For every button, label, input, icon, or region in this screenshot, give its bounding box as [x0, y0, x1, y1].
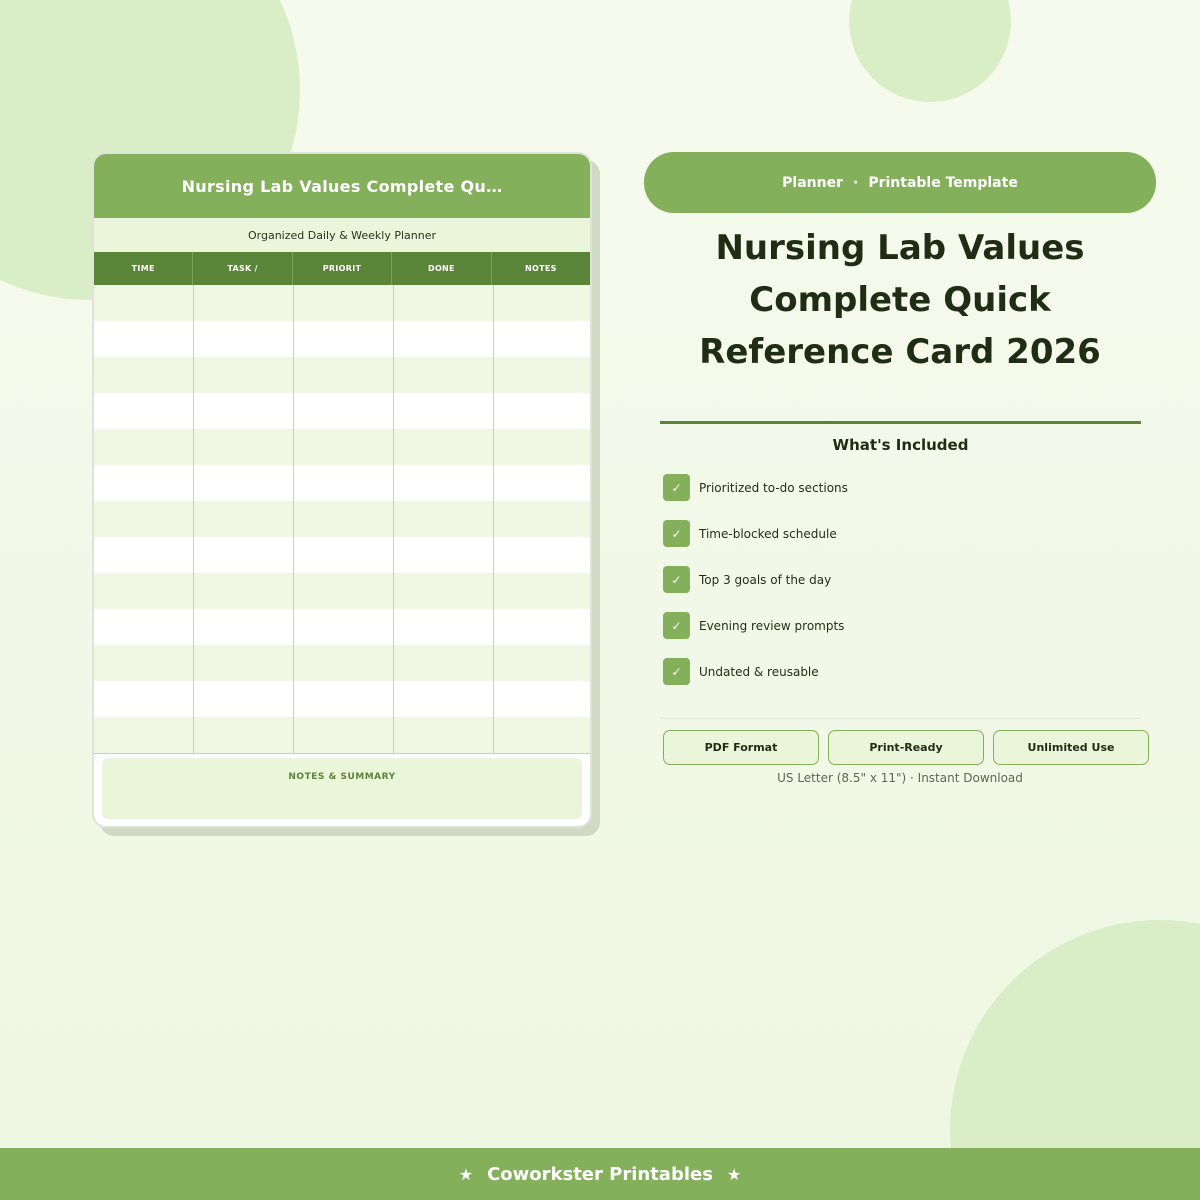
column-divider	[493, 285, 494, 753]
brand-footer	[0, 1148, 1200, 1200]
badge-print-ready: Print-Ready	[828, 730, 984, 765]
category-separator: ·	[853, 174, 859, 191]
feature-label: Undated & reusable	[699, 664, 819, 679]
star-icon: ★	[458, 1164, 474, 1184]
column-header-time: TIME	[94, 252, 193, 285]
notes-summary-label: NOTES & SUMMARY	[288, 772, 396, 782]
category-label: Planner	[782, 174, 843, 191]
feature-label: Evening review prompts	[699, 618, 845, 633]
badge-pdf-format: PDF Format	[663, 730, 819, 765]
feature-item	[663, 612, 1143, 639]
feature-item	[663, 520, 1143, 547]
column-header-priority: PRIORIT	[293, 252, 392, 285]
brand-name: Coworkster Printables	[487, 1163, 713, 1185]
table-bottom-border	[94, 753, 590, 754]
planner-row	[94, 429, 590, 465]
notes-summary-box	[102, 758, 582, 819]
checkmark-icon: ✓	[663, 658, 690, 685]
planner-table-body	[94, 285, 590, 753]
planner-row	[94, 717, 590, 753]
column-header-done: DONE	[392, 252, 491, 285]
planner-row	[94, 393, 590, 429]
feature-label: Time-blocked schedule	[699, 526, 837, 541]
star-icon: ★	[726, 1164, 742, 1184]
badges-divider	[660, 718, 1141, 719]
planner-subtitle: Organized Daily & Weekly Planner	[94, 218, 590, 252]
badge-unlimited-use: Unlimited Use	[993, 730, 1149, 765]
planner-row	[94, 321, 590, 357]
planner-row	[94, 465, 590, 501]
checkmark-icon: ✓	[663, 566, 690, 593]
decorative-circle-top-right	[849, 0, 1011, 102]
planner-title: Nursing Lab Values Complete Qu…	[94, 154, 590, 218]
feature-list	[663, 474, 1143, 704]
planner-row	[94, 357, 590, 393]
feature-item	[663, 658, 1143, 685]
format-badges	[663, 730, 1149, 765]
planner-row	[94, 285, 590, 321]
checkmark-icon: ✓	[663, 520, 690, 547]
planner-row	[94, 537, 590, 573]
product-title: Nursing Lab Values Complete Quick Reference Card 2026	[699, 228, 1101, 372]
feature-item	[663, 566, 1143, 593]
category-pill	[644, 152, 1156, 213]
column-divider	[193, 285, 194, 753]
planner-table-header	[94, 252, 590, 285]
whats-included-heading: What's Included	[832, 436, 969, 454]
planner-row	[94, 573, 590, 609]
checkmark-icon: ✓	[663, 612, 690, 639]
column-divider	[393, 285, 394, 753]
planner-row	[94, 681, 590, 717]
column-header-task: TASK /	[193, 252, 292, 285]
feature-item	[663, 474, 1143, 501]
feature-label: Prioritized to-do sections	[699, 480, 848, 495]
title-divider	[660, 421, 1141, 424]
planner-row	[94, 501, 590, 537]
planner-row	[94, 645, 590, 681]
planner-preview-card	[92, 152, 592, 828]
column-divider	[293, 285, 294, 753]
column-header-notes: NOTES	[524, 264, 557, 273]
planner-row	[94, 609, 590, 645]
feature-label: Top 3 goals of the day	[699, 572, 832, 587]
template-type-label: Printable Template	[868, 174, 1018, 191]
format-meta-text: US Letter (8.5" x 11") · Instant Download	[777, 771, 1023, 785]
checkmark-icon: ✓	[663, 474, 690, 501]
